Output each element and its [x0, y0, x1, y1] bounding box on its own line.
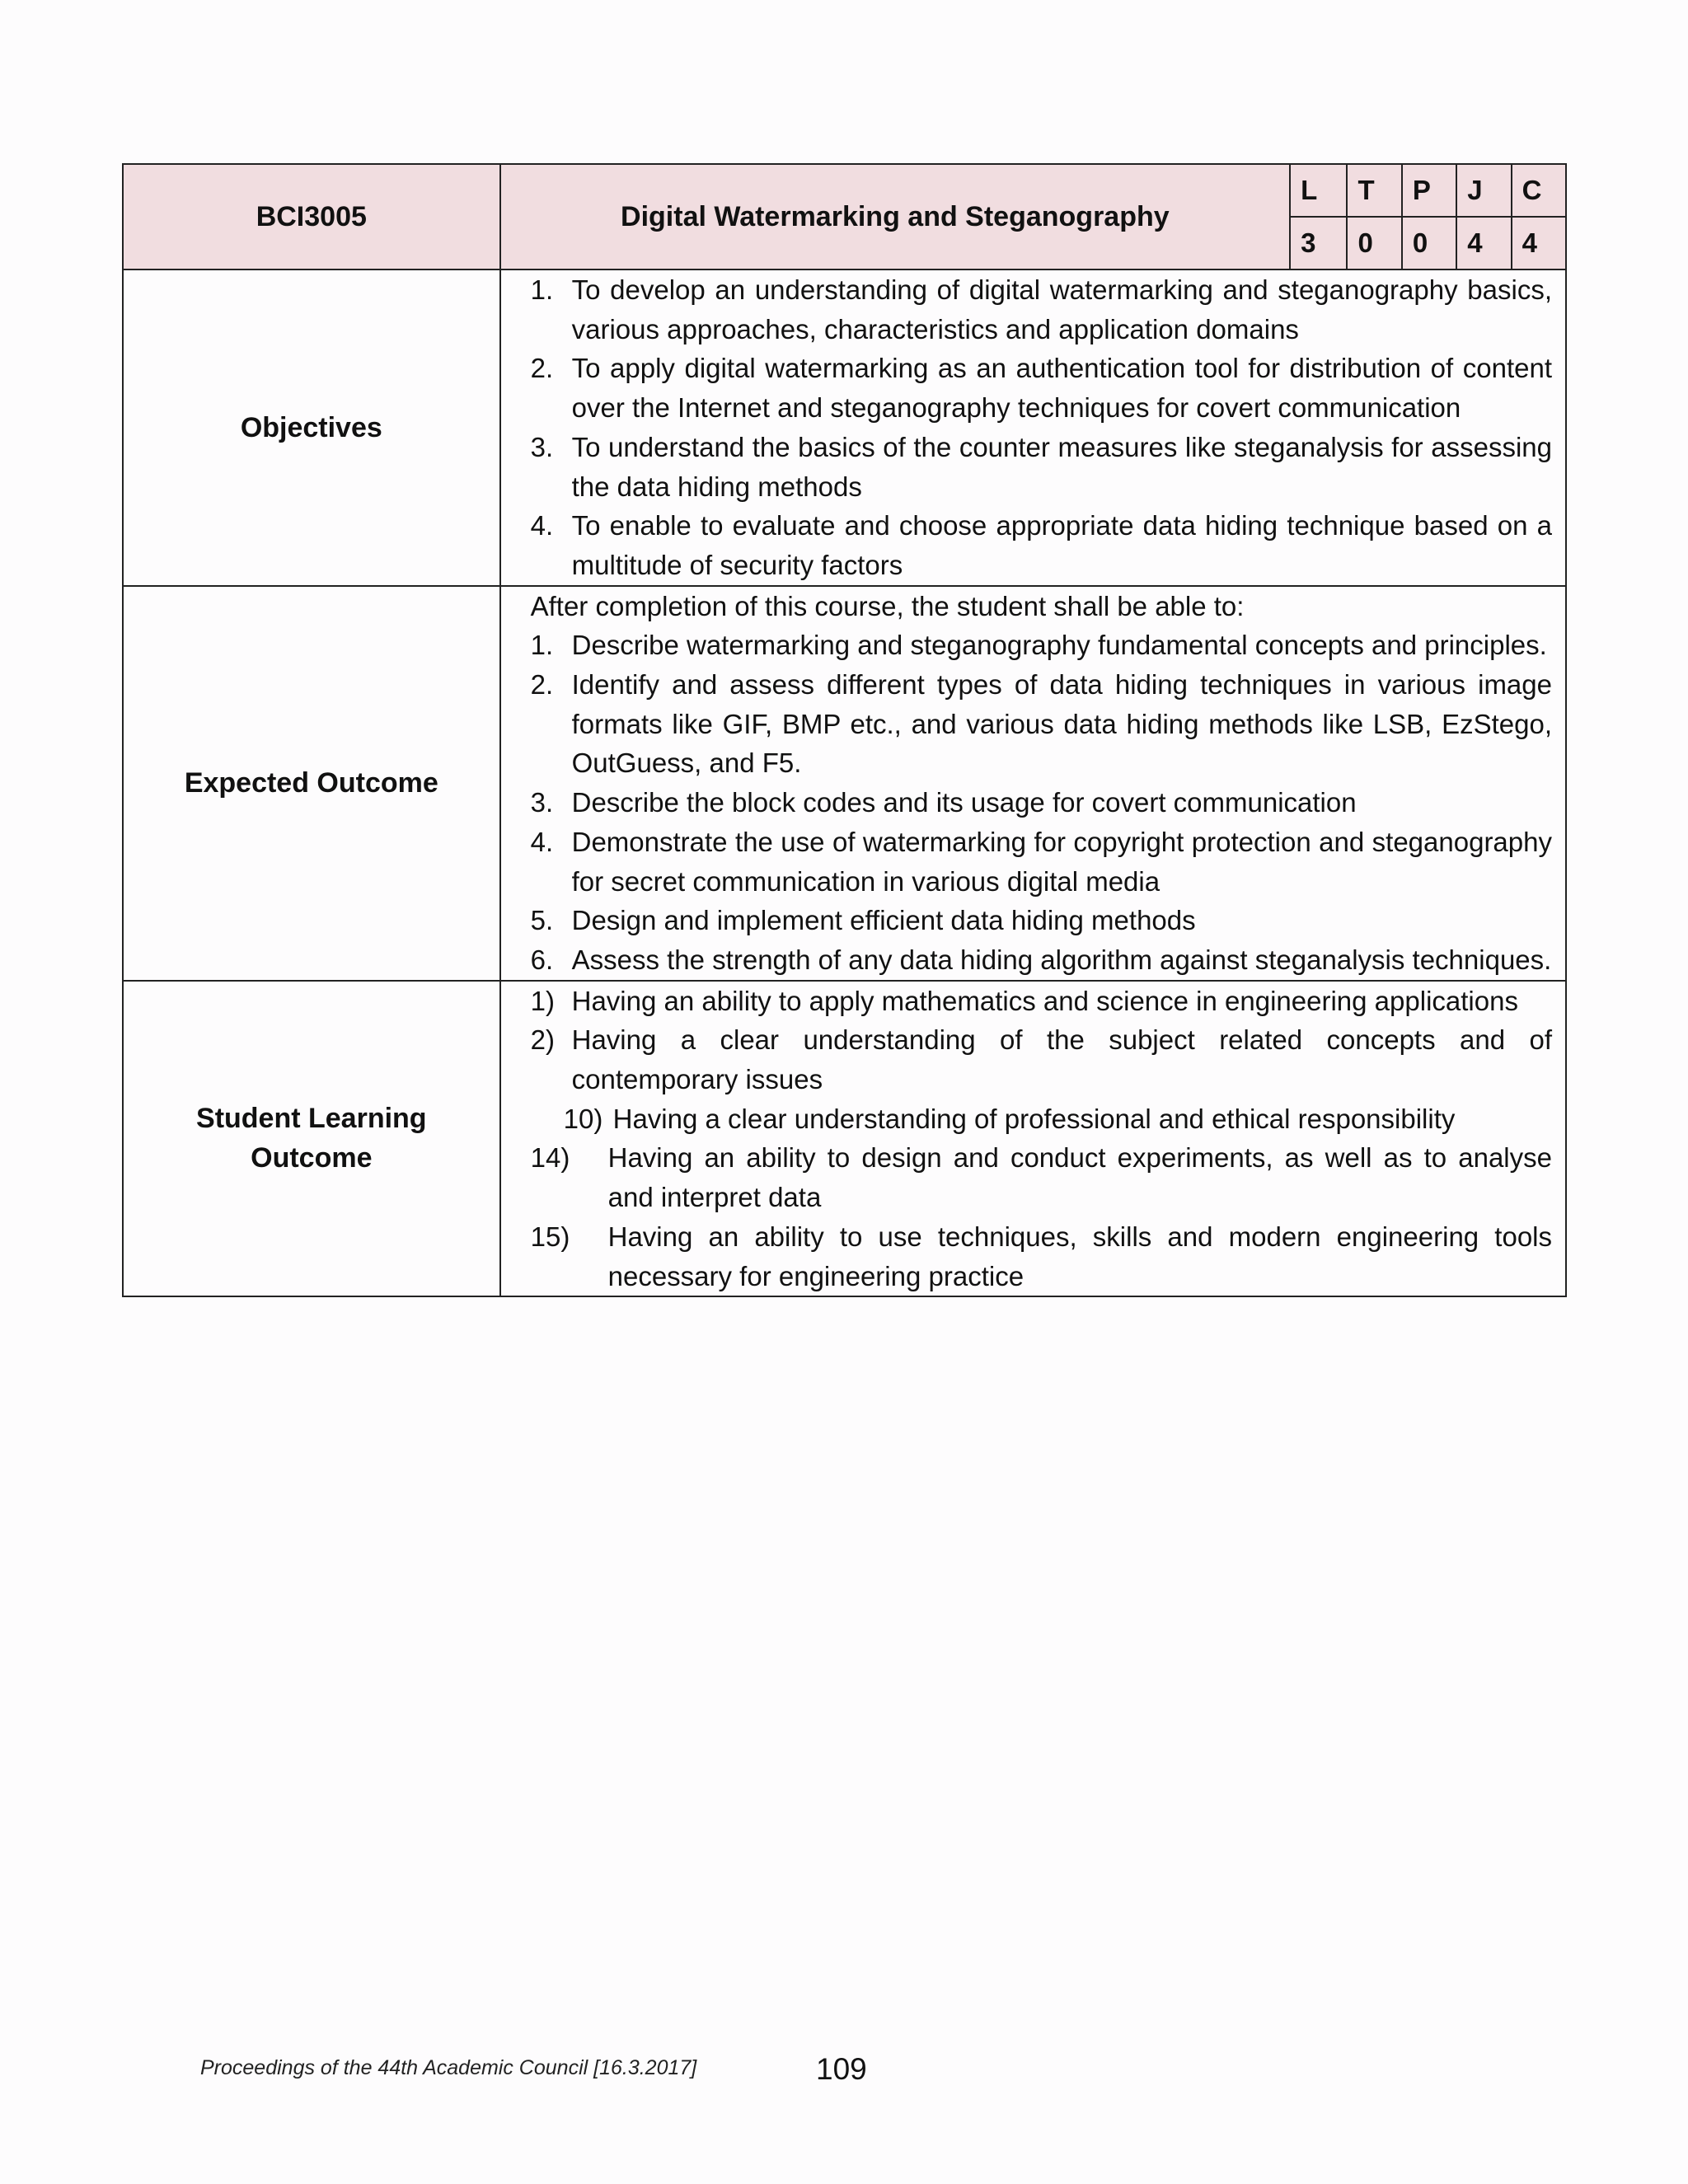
course-title: Digital Watermarking and Steganography: [500, 164, 1290, 269]
header-row-1: [123, 164, 1566, 217]
student-learning-outcome-row: [123, 981, 1566, 1297]
student-learning-outcome-label: Student Learning Outcome: [123, 981, 500, 1297]
list-item: 15) Having an ability to use techniques, skills and modern engineering tools necessary for engineering practice: [530, 1221, 1552, 1291]
footer-text: Proceedings of the 44th Academic Council [16.3.2017]: [200, 2056, 697, 2079]
list-item: 14) Having an ability to design and conduct experiments, as well as to analyse and interpret data: [530, 1142, 1552, 1213]
credit-header-l: L: [1290, 164, 1347, 217]
page-number: 109: [816, 2052, 867, 2086]
list-item: 3. Describe the block codes and its usage for covert communication: [530, 787, 1357, 818]
list-item: 6. Assess the strength of any data hiding algorithm against steganalysis techniques.: [530, 944, 1552, 975]
student-learning-outcome-content: [500, 981, 1566, 1297]
objectives-label: Objectives: [123, 269, 500, 586]
course-code: BCI3005: [123, 164, 500, 269]
list-item: 10) Having a clear understanding of professional and ethical responsibility: [563, 1103, 1456, 1134]
expected-outcome-row: [123, 586, 1566, 981]
expected-outcome-label: Expected Outcome: [123, 586, 500, 981]
credit-value-p: 0: [1402, 217, 1456, 269]
list-item: 2. To apply digital watermarking as an authentication tool for distribution of content over the Internet and steganography techniques for covert communication: [530, 353, 1552, 424]
list-item: 4. To enable to evaluate and choose appropriate data hiding technique based on a multitude of security factors: [530, 510, 1552, 580]
expected-outcome-content: [500, 586, 1566, 981]
list-item: 5. Design and implement efficient data hiding methods: [530, 905, 1196, 936]
objectives-row: [123, 269, 1566, 586]
credit-value-j: 4: [1456, 217, 1511, 269]
expected-outcome-list: [531, 626, 1552, 979]
credit-value-t: 0: [1347, 217, 1401, 269]
objectives-content: [500, 269, 1566, 586]
list-item: 1. Describe watermarking and steganography fundamental concepts and principles.: [530, 630, 1547, 661]
list-item: 1. To develop an understanding of digital watermarking and steganography basics, various approaches, characteristics and application domains: [530, 274, 1552, 344]
credit-header-p: P: [1402, 164, 1456, 217]
credit-header-c: C: [1512, 164, 1566, 217]
list-item: 3. To understand the basics of the counter measures like steganalysis for assessing the data hiding methods: [530, 431, 1552, 502]
expected-outcome-intro: After completion of this course, the student shall be able to:: [530, 590, 1245, 621]
credit-header-j: J: [1456, 164, 1511, 217]
syllabus-table: [122, 163, 1567, 1297]
student-learning-outcome-list: [531, 982, 1552, 1296]
credit-header-t: T: [1347, 164, 1401, 217]
list-item: 2. Identify and assess different types of data hiding techniques in various image formats like GIF, BMP etc., and various data hiding methods like LSB, EzStego, OutGuess, and F5.: [530, 669, 1552, 779]
list-item: 4. Demonstrate the use of watermarking for copyright protection and steganography for secret communication in various digital media: [530, 826, 1552, 897]
objectives-list: [531, 270, 1552, 585]
credit-value-l: 3: [1290, 217, 1347, 269]
list-item: 1) Having an ability to apply mathematics and science in engineering applications: [530, 985, 1518, 1016]
credit-value-c: 4: [1512, 217, 1566, 269]
list-item: 2) Having a clear understanding of the subject related concepts and of contemporary issues: [530, 1024, 1552, 1095]
